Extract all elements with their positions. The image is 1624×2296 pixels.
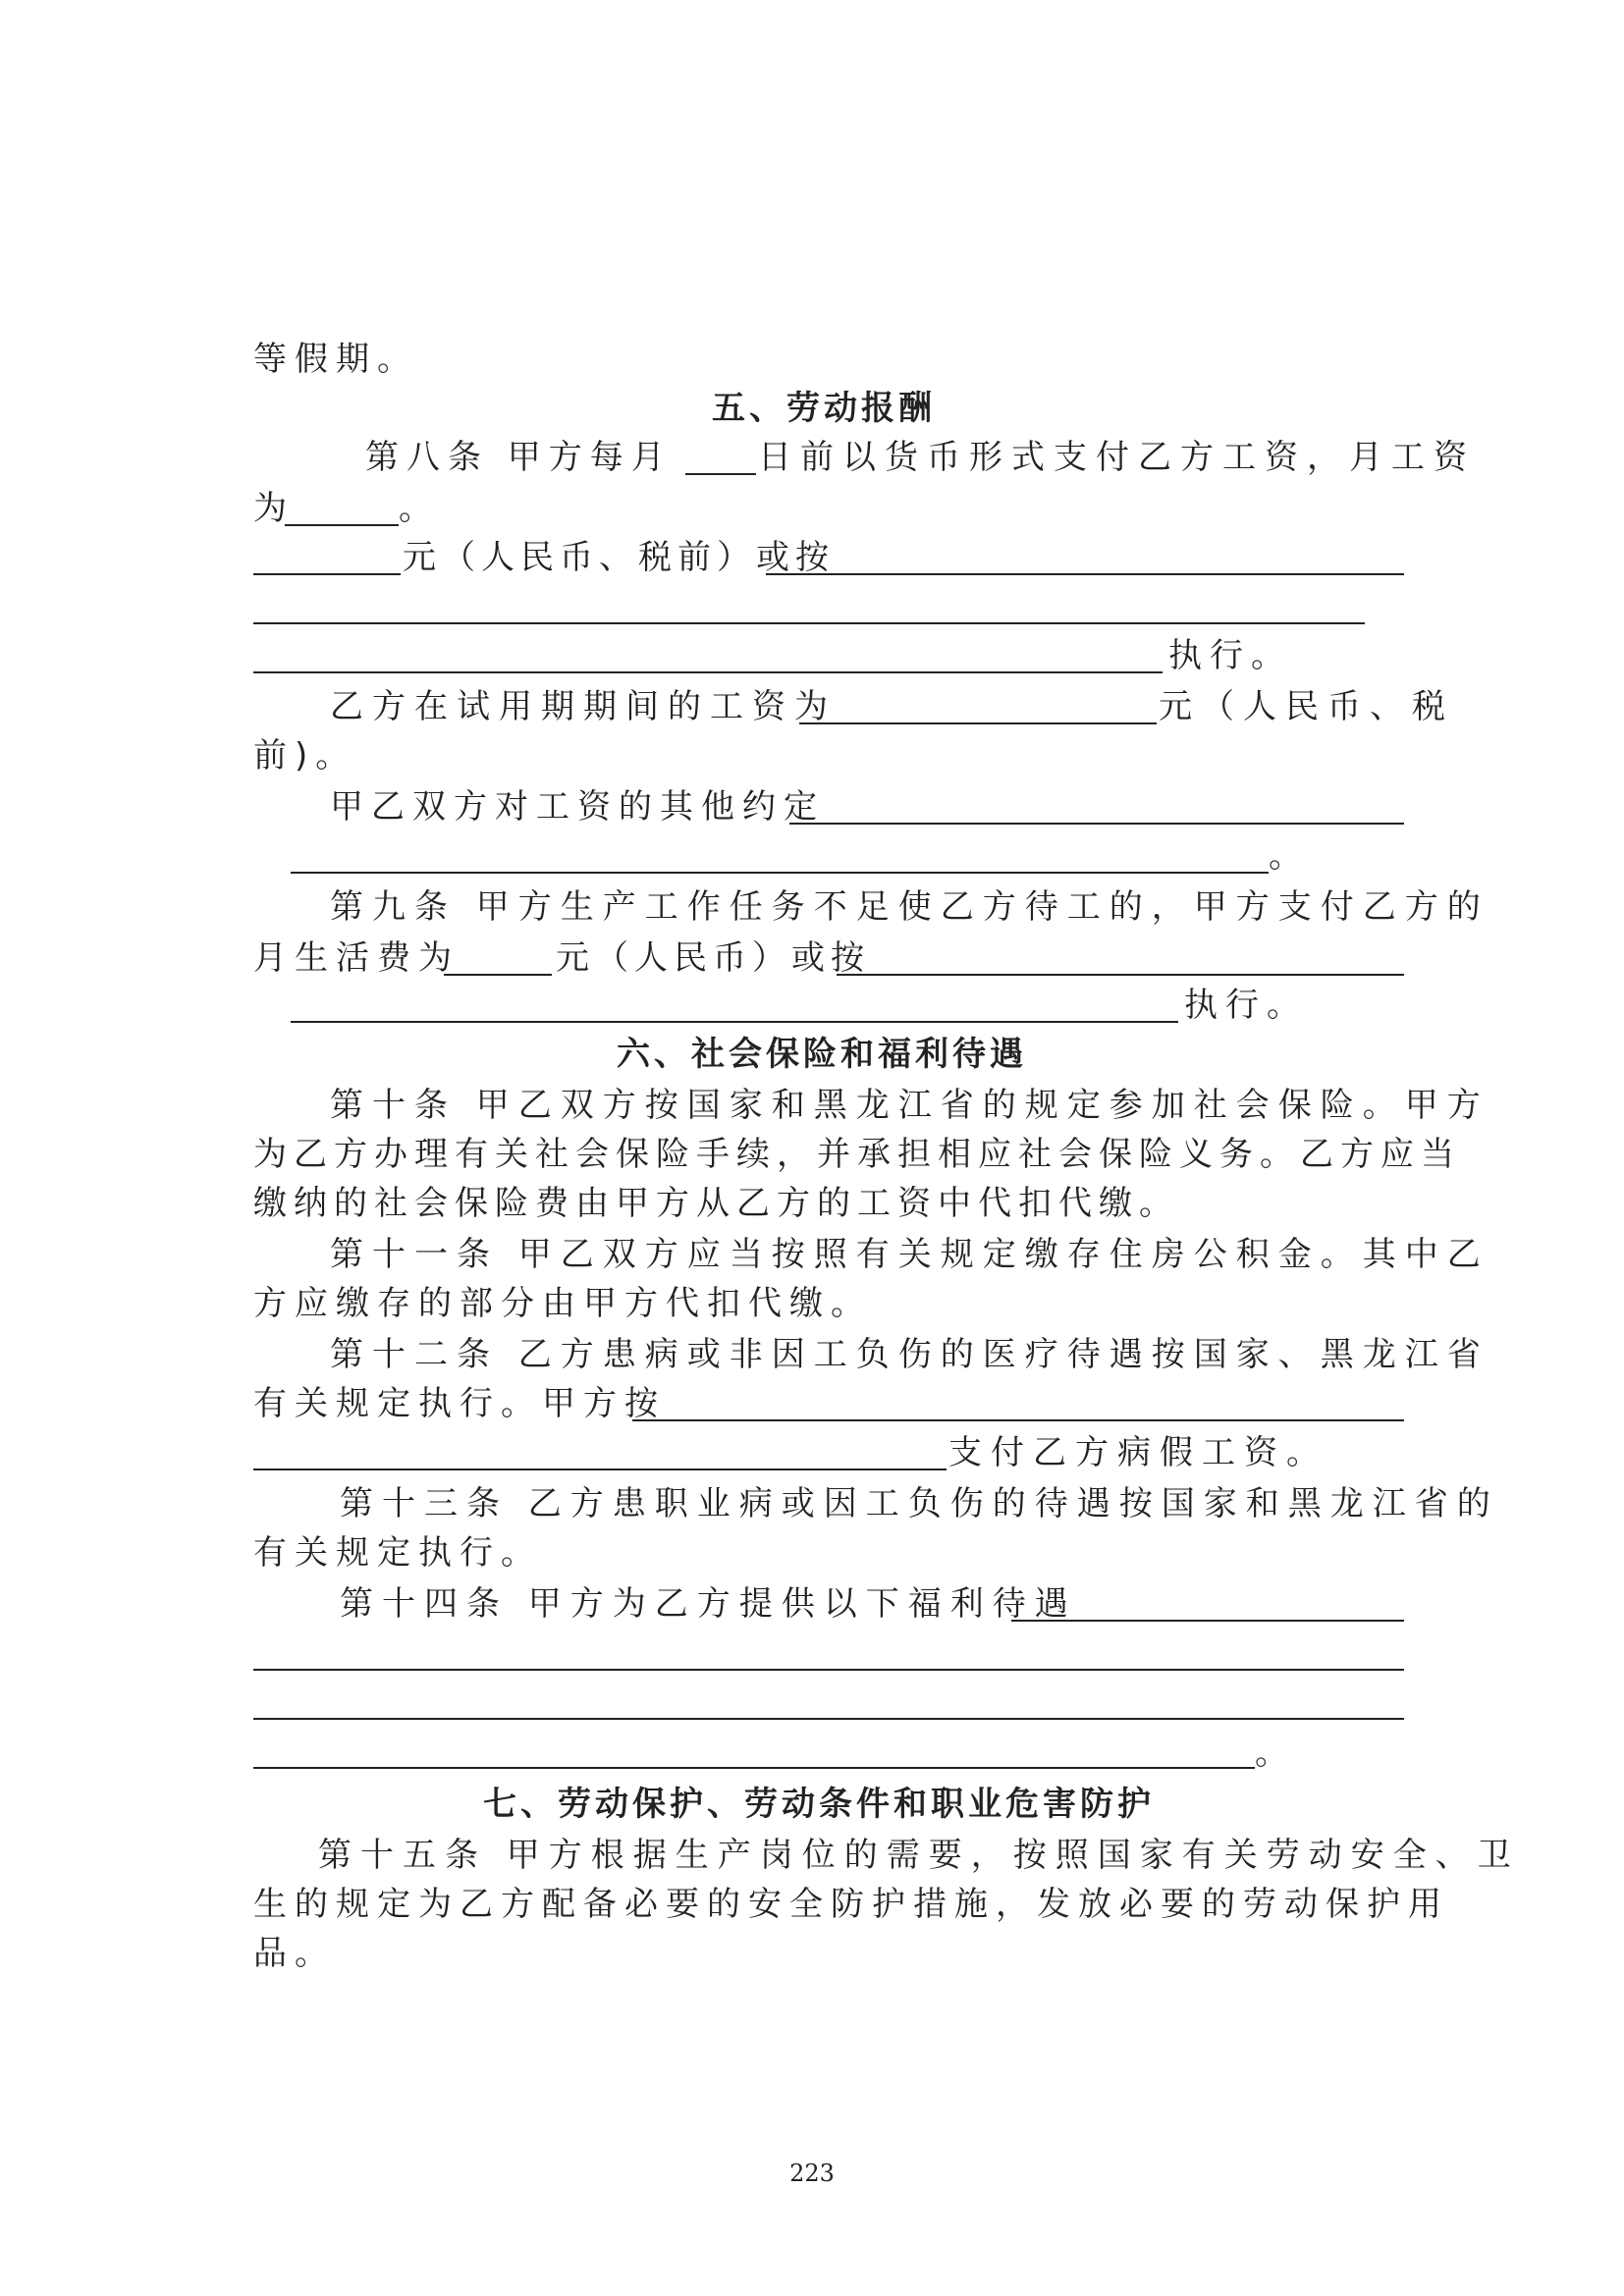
text-line: 方应缴存的部分由甲方代扣代缴。	[253, 1284, 872, 1323]
text-line: 日前以货币形式支付乙方工资，月工资	[758, 438, 1476, 477]
blank-allowance-method[interactable]	[837, 974, 1404, 976]
text-line: 第十四条 甲方为乙方提供以下福利待遇	[340, 1584, 1077, 1624]
text-line: 第十条 甲乙双方按国家和黑龙江省的规定参加社会保险。甲方	[330, 1086, 1489, 1125]
text-line: 前)。	[253, 736, 357, 775]
text-line: 第十五条 甲方根据生产岗位的需要，按照国家有关劳动安全、卫	[318, 1836, 1520, 1875]
text-line: 等假期。	[253, 340, 418, 379]
section-heading-5: 五、劳动报酬	[712, 389, 936, 428]
text-line: 元（人民币、税	[1159, 687, 1454, 726]
blank-welfare-line3[interactable]	[253, 1718, 1404, 1720]
text-line: 乙方在试用期期间的工资为	[330, 687, 837, 726]
blank-sick-pay-method[interactable]	[632, 1419, 1404, 1421]
blank-allowance-method-line2[interactable]	[291, 1021, 1178, 1023]
text-line: 元（人民币）或按	[556, 938, 870, 978]
blank-other-wage-terms-line2[interactable]	[291, 872, 1269, 874]
text-line: 第十二条 乙方患病或非因工负伤的医疗待遇按国家、黑龙江省	[330, 1335, 1489, 1374]
text-line: 为乙方办理有关社会保险手续，并承担相应社会保险义务。乙方应当	[253, 1135, 1461, 1174]
blank-other-wage-terms[interactable]	[789, 823, 1404, 825]
blank-wage-amount[interactable]	[253, 573, 401, 575]
blank-pay-day[interactable]	[685, 473, 756, 475]
text-line: 。	[399, 489, 440, 528]
blank-welfare-line2[interactable]	[253, 1669, 1404, 1671]
blank-probation-wage[interactable]	[799, 722, 1157, 724]
text-line: 缴纳的社会保险费由甲方从乙方的工资中代扣代缴。	[253, 1184, 1179, 1223]
section-heading-7: 七、劳动保护、劳动条件和职业危害防护	[483, 1785, 1155, 1824]
text-line: 有关规定执行。	[253, 1533, 542, 1573]
blank-welfare[interactable]	[1011, 1620, 1404, 1622]
blank-wage-method[interactable]	[766, 573, 1404, 575]
text-line: 生的规定为乙方配备必要的安全防护措施，发放必要的劳动保护用	[253, 1885, 1449, 1924]
blank-wage-method-line2[interactable]	[253, 622, 1365, 624]
text-line: 元（人民币、税前）或按	[403, 538, 835, 577]
blank-monthly-wage[interactable]	[285, 524, 399, 526]
text-line: 第九条 甲方生产工作任务不足使乙方待工的，甲方支付乙方的	[330, 887, 1489, 927]
page-number: 223	[789, 2160, 835, 2187]
section-heading-6: 六、社会保险和福利待遇	[617, 1035, 1027, 1074]
text-line: 第十一条 甲乙双方应当按照有关规定缴存住房公积金。其中乙	[330, 1235, 1489, 1274]
text-line: 执行。	[1168, 636, 1292, 675]
text-line: 品。	[253, 1934, 336, 1973]
text-line: 。	[1269, 836, 1310, 876]
text-line: 支付乙方病假工资。	[948, 1433, 1328, 1472]
text-line: 甲乙双方对工资的其他约定	[330, 787, 825, 827]
text-line: 执行。	[1184, 986, 1308, 1025]
text-line: 。	[1255, 1734, 1296, 1773]
text-line: 为	[253, 489, 295, 528]
blank-wage-method-line3[interactable]	[253, 671, 1163, 673]
text-line: 第八条 甲方每月	[365, 438, 673, 477]
blank-sick-pay-method-line2[interactable]	[253, 1468, 947, 1470]
blank-welfare-line4[interactable]	[253, 1767, 1255, 1769]
text-line: 第十三条 乙方患职业病或因工负伤的待遇按国家和黑龙江省的	[340, 1484, 1499, 1523]
text-line: 有关规定执行。甲方按	[253, 1384, 666, 1423]
text-line: 月生活费为	[253, 938, 460, 978]
blank-living-allowance[interactable]	[444, 974, 552, 976]
